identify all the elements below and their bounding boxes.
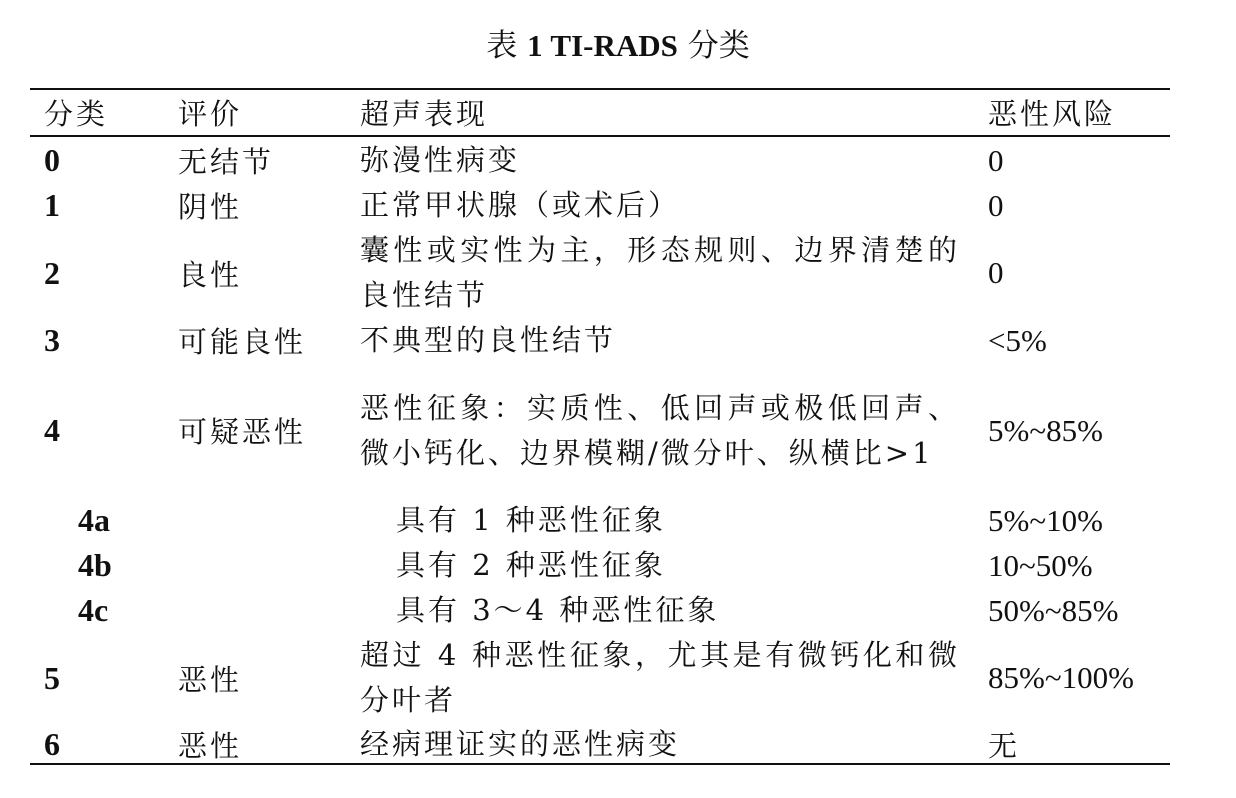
row-grade: 3	[44, 322, 60, 358]
row-evaluation: 恶性	[178, 662, 243, 697]
row-evaluation: 恶性	[178, 728, 243, 763]
row-risk: 0	[988, 142, 1004, 178]
table-row	[30, 543, 1170, 588]
row-description: 具有 1 种恶性征象	[396, 503, 666, 537]
table-caption	[0, 26, 1236, 66]
header-rule	[30, 135, 1170, 137]
row-risk: 0	[988, 187, 1004, 223]
header-description: 超声表现	[360, 97, 489, 131]
row-evaluation: 无结节	[178, 145, 275, 179]
row-description: 囊性或实性为主，形态规则、边界清楚的良性结节	[360, 233, 960, 312]
table-row	[30, 363, 1170, 498]
row-description: 不典型的良性结节	[360, 323, 617, 357]
bottom-rule	[30, 763, 1170, 765]
row-risk: 0	[988, 255, 1004, 290]
row-grade: 6	[44, 725, 60, 762]
row-risk: 50%~85%	[988, 592, 1119, 628]
header-risk: 恶性风险	[988, 97, 1117, 131]
table-header	[30, 90, 1170, 135]
table-row	[30, 228, 1170, 318]
row-grade: 2	[44, 254, 60, 291]
row-evaluation: 阴性	[178, 190, 243, 224]
row-grade: 0	[44, 142, 60, 178]
table-row	[30, 498, 1170, 543]
row-evaluation: 可疑恶性	[178, 415, 307, 449]
row-description: 正常甲状腺（或术后）	[360, 188, 681, 222]
row-grade: 4a	[78, 502, 110, 538]
row-risk: 5%~85%	[988, 412, 1103, 448]
row-description: 恶性征象：实质性、低回声或极低回声、微小钙化、边界模糊/微分叶、纵横比>1	[360, 390, 960, 470]
table-row	[30, 723, 1170, 765]
row-grade: 4c	[78, 592, 109, 628]
caption-title: 1 TI-RADS	[527, 28, 678, 63]
table-row	[30, 138, 1170, 183]
row-risk: <5%	[988, 322, 1047, 358]
table-row	[30, 588, 1170, 633]
row-description: 具有 3～4 种恶性征象	[396, 593, 720, 627]
table-row	[30, 318, 1170, 363]
table-row	[30, 183, 1170, 228]
row-description: 弥漫性病变	[360, 143, 521, 177]
caption-prefix: 表	[486, 28, 518, 64]
row-grade: 1	[44, 187, 60, 223]
table-row	[30, 633, 1170, 723]
row-risk: 85%~100%	[988, 660, 1134, 695]
row-grade: 4b	[78, 547, 112, 583]
row-grade: 4	[44, 412, 60, 448]
row-evaluation: 可能良性	[178, 325, 307, 359]
row-risk: 10~50%	[988, 547, 1093, 583]
caption-suffix: 分类	[687, 28, 750, 64]
header-evaluation: 评价	[178, 97, 243, 131]
row-description: 经病理证实的恶性病变	[360, 726, 681, 761]
row-grade: 5	[44, 659, 60, 696]
row-risk: 无	[988, 728, 1021, 763]
row-description: 超过 4 种恶性征象，尤其是有微钙化和微分叶者	[360, 638, 960, 717]
row-risk: 5%~10%	[988, 502, 1103, 538]
row-description: 具有 2 种恶性征象	[396, 548, 666, 582]
row-evaluation: 良性	[178, 257, 243, 292]
header-grade: 分类	[44, 97, 109, 131]
